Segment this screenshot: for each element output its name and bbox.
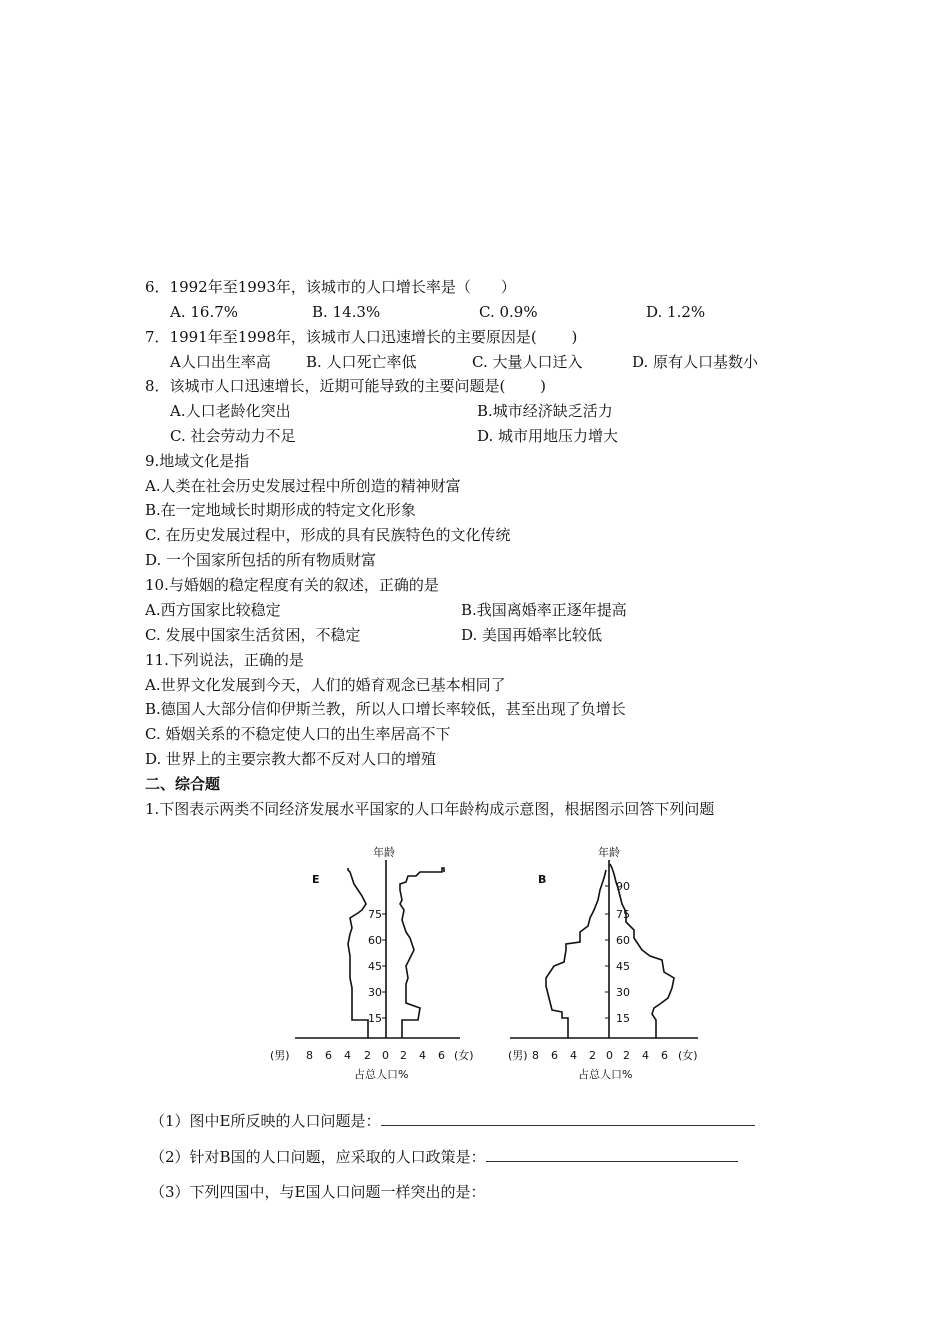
chart-b-male-outline (546, 870, 606, 1038)
chart-e-male-outline (348, 868, 368, 1038)
chart-e-age-tick: 75 (368, 908, 382, 921)
q10-option-d: D. 美国再婚率比较低 (461, 626, 603, 644)
chart-e-x-tick: 6 (325, 1049, 332, 1062)
chart-b-label: B (538, 873, 547, 886)
q10-stem: 10.与婚姻的稳定程度有关的叙述，正确的是 (145, 576, 439, 594)
q11-option-b: B.德国人大部分信仰伊斯兰教，所以人口增长率较低，甚至出现了负增长 (145, 700, 626, 718)
q10-option-a: A.西方国家比较稳定 (145, 601, 281, 619)
q11-option-a: A.世界文化发展到今天，人们的婚育观念已基本相同了 (145, 676, 506, 694)
chart-b-age-tick: 90 (616, 880, 630, 893)
q7-option-a: A人口出生率高 (170, 353, 271, 371)
chart-b-age-tick: 45 (616, 960, 630, 973)
subq-1-answer-blank[interactable] (381, 1111, 755, 1126)
chart-b-x-tick: 0 (606, 1049, 613, 1062)
q8-stem: 8．该城市人口迅速增长，近期可能导致的主要问题是( ) (145, 377, 547, 395)
chart-e-age-tick: 30 (368, 986, 382, 999)
subq-2 (150, 1147, 738, 1167)
chart-e-x-tick: 8 (306, 1049, 313, 1062)
q11-stem: 11.下列说法，正确的是 (145, 651, 304, 669)
chart-e-x-tick: 4 (419, 1049, 426, 1062)
q7-stem: 7．1991年至1998年，该城市人口迅速增长的主要原因是( ) (145, 328, 578, 346)
q8-option-d: D. 城市用地压力增大 (477, 427, 619, 445)
chart-b-x-tick: 8 (532, 1049, 539, 1062)
chart-e-xlabel: 占总人口% (354, 1068, 409, 1081)
q6-option-b: B. 14.3% (312, 303, 381, 321)
q8-option-b: B.城市经济缺乏活力 (477, 402, 613, 420)
chart-e-label: E (312, 873, 320, 886)
chart-b-female-label: (女) (678, 1049, 698, 1062)
chart-e-age-tick: 60 (368, 934, 382, 947)
q9-stem: 9.地域文化是指 (145, 452, 250, 470)
q7-option-d: D. 原有人口基数小 (632, 353, 759, 371)
q6-option-c: C. 0.9% (479, 303, 538, 321)
q7-option-b: B. 人口死亡率低 (306, 353, 417, 371)
q9-option-a: A.人类在社会历史发展过程中所创造的精神财富 (145, 477, 461, 495)
q10-option-c: C. 发展中国家生活贫困，不稳定 (145, 626, 361, 644)
chart-e-age-tick: 45 (368, 960, 382, 973)
comprehensive-q1-stem: 1.下图表示两类不同经济发展水平国家的人口年龄构成示意图，根据图示回答下列问题 (145, 800, 715, 818)
chart-b-x-tick: 6 (551, 1049, 558, 1062)
chart-b-age-tick: 75 (616, 908, 630, 921)
subq-2-answer-blank[interactable] (486, 1147, 738, 1162)
chart-b-x-tick: 2 (589, 1049, 596, 1062)
chart-b-male-label: (男) (508, 1049, 528, 1062)
q7-option-c: C. 大量人口迁入 (472, 353, 583, 371)
subq-1 (150, 1111, 755, 1131)
chart-e-female-label: (女) (454, 1049, 474, 1062)
chart-e-ylabel: 年龄 (373, 846, 395, 859)
q6-option-d: D. 1.2% (646, 303, 706, 321)
q9-option-b: B.在一定地域长时期形成的特定文化形象 (145, 501, 416, 519)
chart-e-x-tick: 2 (364, 1049, 371, 1062)
chart-e-x-tick: 0 (382, 1049, 389, 1062)
chart-e-x-tick: 6 (438, 1049, 445, 1062)
section-title: 二、综合题 (145, 775, 221, 793)
q10-option-b: B.我国离婚率正逐年提高 (461, 601, 627, 619)
subq-3: （3）下列四国中，与E国人口问题一样突出的是： (150, 1183, 486, 1201)
chart-b-x-tick: 4 (570, 1049, 577, 1062)
chart-e-age-tick: 15 (368, 1012, 382, 1025)
q8-option-a: A.人口老龄化突出 (170, 402, 291, 420)
q6-option-a: A. 16.7% (170, 303, 239, 321)
q11-option-c: C. 婚姻关系的不稳定使人口的出生率居高不下 (145, 725, 451, 743)
q6-stem: 6．1992年至1993年，该城市的人口增长率是（ ） (145, 278, 516, 296)
chart-b-x-tick: 2 (623, 1049, 630, 1062)
population-pyramids-figure (270, 838, 730, 1088)
chart-b-age-tick: 60 (616, 934, 630, 947)
chart-b-x-tick: 6 (661, 1049, 668, 1062)
q9-option-d: D. 一个国家所包括的所有物质财富 (145, 551, 377, 569)
chart-b-age-tick: 15 (616, 1012, 630, 1025)
subq-2-text: （2）针对B国的人口问题，应采取的人口政策是： (150, 1148, 486, 1166)
chart-b-x-tick: 4 (642, 1049, 649, 1062)
chart-b-ylabel: 年龄 (598, 846, 620, 859)
chart-e-x-tick: 4 (344, 1049, 351, 1062)
chart-e-female-outline (400, 868, 444, 1038)
q11-option-d: D. 世界上的主要宗教大都不反对人口的增殖 (145, 750, 437, 768)
chart-e-male-label: (男) (270, 1049, 290, 1062)
q8-option-c: C. 社会劳动力不足 (170, 427, 296, 445)
chart-b-age-tick: 30 (616, 986, 630, 999)
subq-1-text: （1）图中E所反映的人口问题是： (150, 1112, 381, 1130)
chart-e-x-tick: 2 (400, 1049, 407, 1062)
q9-option-c: C. 在历史发展过程中，形成的具有民族特色的文化传统 (145, 526, 511, 544)
chart-b-xlabel: 占总人口% (578, 1068, 633, 1081)
